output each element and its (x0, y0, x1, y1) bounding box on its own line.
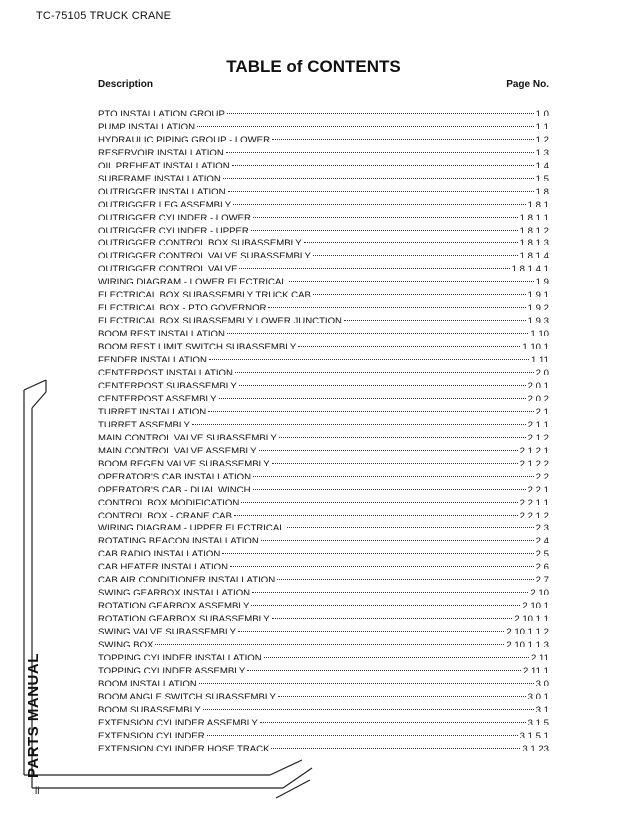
toc-entry[interactable] (98, 181, 549, 194)
toc-entry-label: EXTENSION CYLINDER HOSE TRACK (98, 743, 270, 751)
frame-corner-slant-2 (283, 768, 312, 788)
toc-entry-page: 1.8.1.4 (519, 251, 549, 259)
toc-entry-page: 1.9.3 (527, 316, 549, 324)
toc-dot-leader (197, 116, 534, 127)
toc-entry-page: 2.0.1 (527, 380, 549, 388)
toc-dot-leader (226, 142, 534, 153)
toc-entry[interactable] (98, 258, 549, 271)
toc-entry[interactable] (98, 647, 549, 660)
toc-entry-page: 1.3 (535, 147, 549, 155)
toc-entry[interactable] (98, 245, 549, 258)
toc-entry[interactable] (98, 673, 549, 686)
toc-entry-label: ROTATING BEACON INSTALLATION (98, 536, 259, 544)
toc-entry-page: 1.0 (535, 108, 549, 116)
toc-entry[interactable] (98, 582, 549, 595)
toc-entry-label: BOOM ANGLE SWITCH SUBASSEMBLY (98, 691, 276, 699)
toc-entry[interactable] (98, 440, 549, 453)
toc-entry-label: OPERATOR'S CAB - DUAL WINCH (98, 484, 251, 492)
toc-dot-leader (219, 388, 526, 399)
toc-dot-leader (227, 103, 534, 114)
toc-dot-leader (228, 181, 534, 192)
toc-dot-leader (238, 621, 504, 632)
toc-entry-label: OUTRIGGER CONTROL VALVE SUBASSEMBLY (98, 251, 311, 259)
toc-entry-label: EXTENSION CYLINDER ASSEMBLY (98, 717, 258, 725)
toc-entry-page: 3.0 (535, 678, 549, 686)
column-header-description: Description (98, 79, 154, 90)
toc-entry-page: 1.9.1 (527, 290, 549, 298)
toc-dot-leader (251, 595, 520, 606)
toc-entry-label: CENTERPOST SUBASSEMBLY (98, 380, 237, 388)
toc-entry[interactable] (98, 220, 549, 233)
toc-entry-label: WIRING DIAGRAM - UPPER ELECTRICAL (98, 523, 285, 531)
toc-dot-leader (287, 518, 534, 529)
toc-entry[interactable] (98, 323, 549, 336)
toc-entry-label: TURRET INSTALLATION (98, 406, 207, 414)
toc-entry-page: 2.5 (535, 549, 549, 557)
toc-entry-label: OUTRIGGER CONTROL BOX SUBASSEMBLY (98, 238, 302, 246)
toc-entry-page: 1.10.1 (522, 342, 549, 350)
toc-dot-leader (277, 569, 534, 580)
toc-entry[interactable] (98, 336, 549, 349)
toc-dot-leader (261, 530, 534, 541)
toc-dot-leader (272, 608, 513, 619)
toc-entry-label: CAB AIR CONDITIONER INSTALLATION (98, 575, 276, 583)
toc-entry-label: ELECTRICAL BOX SUBASSEMBLY TRUCK CAB (98, 290, 311, 298)
toc-dot-leader (234, 505, 518, 516)
toc-entry[interactable] (98, 492, 549, 505)
toc-entry-page: 1.4 (535, 160, 549, 168)
toc-entry-label: OUTRIGGER INSTALLATION (98, 186, 226, 194)
toc-dot-leader (289, 271, 534, 282)
toc-entry-page: 1.11 (531, 355, 549, 363)
toc-dot-leader (278, 686, 526, 697)
toc-entry-label: SWING VALVE SUBASSEMBLY (98, 627, 237, 635)
toc-entry-page: 2.1.2.2 (519, 458, 549, 466)
toc-entry-page: 3.1.5 (527, 717, 549, 725)
toc-entry-page: 1.1 (535, 121, 549, 129)
toc-entry[interactable] (98, 194, 549, 207)
toc-entry-page: 2.10.1.1 (514, 614, 549, 622)
toc-entry[interactable] (98, 155, 549, 168)
toc-entry-label: ROTATION GEARBOX ASSEMBLY (98, 601, 250, 609)
toc-dot-leader (235, 362, 534, 373)
toc-entry-page: 1.9.2 (527, 303, 549, 311)
toc-entry-page: 1.5 (535, 173, 549, 181)
toc-entry-page: 2.2.1.2 (519, 510, 549, 518)
toc-dot-leader (272, 453, 518, 464)
toc-entry[interactable] (98, 712, 549, 725)
toc-dot-leader (203, 699, 534, 710)
toc-entry[interactable] (98, 271, 549, 284)
toc-entry-label: OUTRIGGER CYLINDER - UPPER (98, 225, 249, 233)
document-title: TC-75105 TRUCK CRANE (36, 10, 172, 22)
toc-entry[interactable] (98, 634, 549, 647)
toc-entry-page: 2.0 (535, 368, 549, 376)
toc-entry-label: BOOM INSTALLATION (98, 678, 197, 686)
toc-entry-label: SWING BOX (98, 640, 154, 648)
toc-entry[interactable] (98, 284, 549, 297)
toc-entry[interactable] (98, 103, 549, 116)
toc-entry-label: TURRET ASSEMBLY (98, 419, 190, 427)
toc-entry[interactable] (98, 414, 549, 427)
toc-entry-page: 3.1.23 (522, 743, 549, 751)
toc-entry[interactable] (98, 608, 549, 621)
toc-dot-leader (239, 258, 509, 269)
toc-entry-label: ELECTRICAL BOX - PTO GOVERNOR (98, 303, 267, 311)
toc-entry[interactable] (98, 518, 549, 531)
toc-dot-leader (233, 194, 526, 205)
toc-entry-page: 2.0.2 (527, 393, 549, 401)
toc-entry-label: CAB HEATER INSTALLATION (98, 562, 229, 570)
toc-entry[interactable] (98, 427, 549, 440)
toc-entry-page: 2.2.1 (527, 484, 549, 492)
frame-corner-slant-3 (276, 780, 310, 798)
toc-entry[interactable] (98, 388, 549, 401)
toc-entry[interactable] (98, 595, 549, 608)
toc-dot-leader (247, 660, 521, 671)
toc-entry[interactable] (98, 699, 549, 712)
toc-dot-leader (227, 323, 528, 334)
toc-entry-label: CAB RADIO INSTALLATION (98, 549, 221, 557)
toc-entry-label: ROTATION GEARBOX SUBASSEMBLY (98, 614, 270, 622)
toc-entry-page: 1.9 (535, 277, 549, 285)
toc-dot-leader (207, 725, 518, 736)
toc-entry[interactable] (98, 660, 549, 673)
toc-dot-leader (252, 582, 528, 593)
toc-entry[interactable] (98, 310, 549, 323)
toc-entry-label: ELECTRICAL BOX SUBASSEMBLY LOWER JUNCTION (98, 316, 342, 324)
toc-entry-page: 1.2 (535, 134, 549, 142)
toc-dot-leader (313, 284, 526, 295)
toc-dot-leader (304, 233, 518, 244)
toc-dot-leader (199, 673, 534, 684)
toc-dot-leader (298, 336, 520, 347)
toc-dot-leader (209, 349, 529, 360)
toc-entry[interactable] (98, 168, 549, 181)
toc-entry-label: MAIN CONTROL VALVE ASSEMBLY (98, 445, 257, 453)
frame-corner-slant-1 (270, 760, 302, 775)
toc-entry-page: 2.1.2.1 (519, 445, 549, 453)
toc-entry[interactable] (98, 466, 549, 479)
toc-heading: TABLE of CONTENTS (226, 57, 401, 76)
toc-dot-leader (241, 492, 517, 503)
toc-entry-label: OIL PREHEAT INSTALLATION (98, 160, 230, 168)
toc-dot-leader (232, 155, 534, 166)
toc-entry-label: BOOM REST INSTALLATION (98, 329, 225, 337)
toc-entry-label: BOOM SUBASSEMBLY (98, 704, 201, 712)
toc-entry-page: 2.2 (535, 471, 549, 479)
toc-entry[interactable] (98, 142, 549, 155)
toc-entry[interactable] (98, 349, 549, 362)
toc-entry-label: OUTRIGGER LEG ASSEMBLY (98, 199, 232, 207)
frame-top-slant-2 (32, 392, 46, 408)
toc-dot-leader (251, 220, 518, 231)
toc-entry-label: FENDER INSTALLATION (98, 355, 207, 363)
toc-entry-label: PTO INSTALLATION GROUP (98, 108, 225, 116)
toc-dot-leader (223, 168, 534, 179)
toc-entry[interactable] (98, 686, 549, 699)
toc-entry-page: 2.10 (530, 588, 549, 596)
toc-dot-leader (313, 245, 518, 256)
toc-entry-page: 3.1.5.1 (519, 730, 549, 738)
toc-entry-page: 1.10 (530, 329, 549, 337)
toc-dot-leader (253, 479, 526, 490)
toc-entry-label: OUTRIGGER CYLINDER - LOWER (98, 212, 251, 220)
toc-entry[interactable] (98, 621, 549, 634)
toc-dot-leader (260, 712, 526, 723)
toc-entry-label: EXTENSION CYLINDER (98, 730, 205, 738)
toc-dot-leader (239, 375, 526, 386)
toc-entry[interactable] (98, 556, 549, 569)
toc-dot-leader (208, 401, 533, 412)
toc-entry-label: SUBFRAME INSTALLATION (98, 173, 221, 181)
toc-entry[interactable] (98, 569, 549, 582)
side-label: PARTS MANUAL (25, 653, 42, 778)
toc-dot-leader (222, 543, 533, 554)
toc-entry[interactable] (98, 233, 549, 246)
toc-entry-label: SWING GEARBOX INSTALLATION (98, 588, 251, 596)
toc-entry[interactable] (98, 543, 549, 556)
toc-entry[interactable] (98, 530, 549, 543)
toc-entry-page: 1.8.1 (527, 199, 549, 207)
toc-entry-label: TOPPING CYLINDER ASSEMBLY (98, 665, 246, 673)
toc-dot-leader (155, 634, 504, 645)
toc-entry-page: 2.1 (535, 406, 549, 414)
toc-entry-label: CENTERPOST INSTALLATION (98, 368, 233, 376)
toc-dot-leader (279, 427, 526, 438)
toc-dot-leader (253, 466, 534, 477)
toc-entry-label: BOOM REST LIMIT SWITCH SUBASSEMBLY (98, 342, 297, 350)
toc-dot-leader (259, 440, 518, 451)
toc-dot-leader (192, 414, 526, 425)
toc-entry[interactable] (98, 129, 549, 142)
toc-entry-page: 1.8 (535, 186, 549, 194)
toc-entry[interactable] (98, 116, 549, 129)
toc-entry[interactable] (98, 505, 549, 518)
toc-dot-leader (264, 647, 529, 658)
column-header-page: Page No. (506, 79, 549, 90)
toc-entry-label: CENTERPOST ASSEMBLY (98, 393, 217, 401)
toc-entry-label: RESERVOIR INSTALLATION (98, 147, 224, 155)
toc-entry[interactable] (98, 738, 549, 751)
toc-entry-page: 2.7 (535, 575, 549, 583)
toc-list (98, 103, 549, 751)
toc-entry-label: HYDRAULIC PIPING GROUP - LOWER (98, 134, 271, 142)
frame-top-slant-1 (24, 380, 46, 390)
toc-entry-page: 2.10.1 (522, 601, 549, 609)
toc-entry[interactable] (98, 297, 549, 310)
toc-entry-page: 2.11.1 (523, 665, 549, 673)
toc-entry-page: 2.1.2 (527, 432, 549, 440)
toc-entry-label: OPERATOR'S CAB INSTALLATION (98, 471, 252, 479)
toc-entry-page: 2.1.1 (527, 419, 549, 427)
page-number: ii (35, 786, 40, 797)
toc-entry-page: 2.6 (535, 562, 549, 570)
toc-entry-page: 1.8.1.1 (519, 212, 549, 220)
toc-entry[interactable] (98, 725, 549, 738)
toc-entry-label: CONTROL BOX MODIFICATION (98, 497, 240, 505)
toc-entry-label: BOOM REGEN VALVE SUBASSEMBLY (98, 458, 270, 466)
toc-entry-page: 3.1 (535, 704, 549, 712)
toc-entry-label: MAIN CONTROL VALVE SUBASSEMBLY (98, 432, 277, 440)
toc-entry-page: 2.3 (535, 523, 549, 531)
toc-entry[interactable] (98, 362, 549, 375)
toc-dot-leader (230, 556, 534, 567)
toc-entry-page: 2.10.1.1.3 (506, 640, 549, 648)
toc-entry-page: 2.2.1.1 (519, 497, 549, 505)
toc-dot-leader (268, 297, 525, 308)
toc-entry-page: 1.8.1.2 (519, 225, 549, 233)
toc-entry[interactable] (98, 375, 549, 388)
toc-entry-page: 1.8.1.3 (519, 238, 549, 246)
toc-entry-label: CONTROL BOX - CRANE CAB (98, 510, 232, 518)
toc-entry-page: 2.4 (535, 536, 549, 544)
toc-dot-leader (253, 207, 518, 218)
toc-entry-label: PUMP INSTALLATION (98, 121, 196, 129)
toc-entry[interactable] (98, 207, 549, 220)
toc-dot-leader (271, 738, 520, 749)
toc-dot-leader (344, 310, 526, 321)
toc-entry-label: TOPPING CYLINDER INSTALLATION (98, 652, 262, 660)
toc-entry-label: OUTRIGGER CONTROL VALVE (98, 264, 238, 272)
toc-entry-label: WIRING DIAGRAM - LOWER ELECTRICAL (98, 277, 287, 285)
toc-entry-page: 3.0.1 (527, 691, 549, 699)
toc-entry[interactable] (98, 479, 549, 492)
toc-entry[interactable] (98, 453, 549, 466)
toc-dot-leader (272, 129, 534, 140)
toc-entry-page: 2.10.1.1.2 (506, 627, 549, 635)
toc-entry[interactable] (98, 401, 549, 414)
toc-entry-page: 1.8.1.4.1 (511, 264, 549, 272)
toc-entry-page: 2.11 (531, 652, 549, 660)
